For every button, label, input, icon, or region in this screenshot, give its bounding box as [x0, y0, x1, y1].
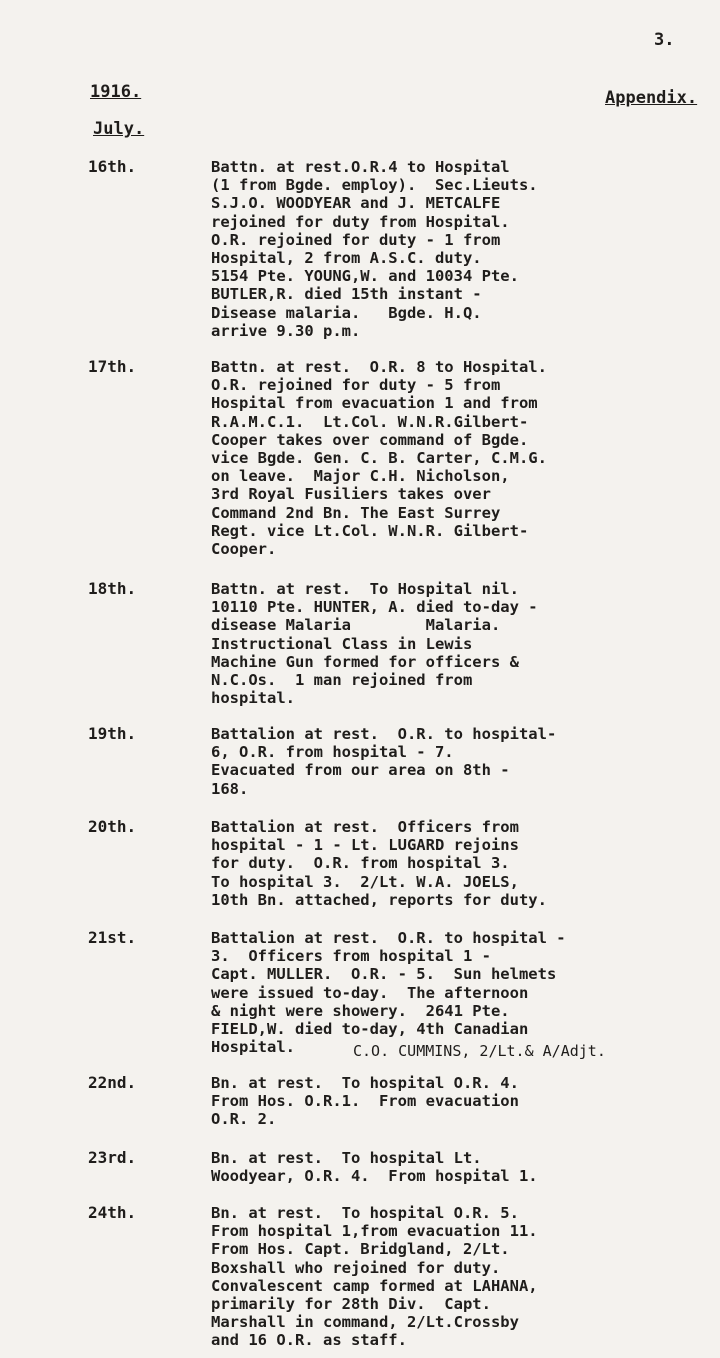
- month-heading: July.: [93, 119, 145, 139]
- entry-text: Bn. at rest. To hospital Lt. Woodyear, O.R. 4. From hospital 1.: [211, 1149, 538, 1186]
- entry-date: 18th.: [88, 579, 137, 598]
- year-heading: 1916.: [90, 82, 142, 102]
- entry-date: 23rd.: [88, 1148, 137, 1167]
- entry-date: 24th.: [88, 1203, 137, 1222]
- entry-text: Bn. at rest. To hospital O.R. 5. From hospital 1,from evacuation 11. From Hos. Capt. Bridgland, 2/Lt. Boxshall who rejoined for duty. Convalescent camp formed at LAHANA, primarily for 28th Div. Capt. Marshall in command, 2/Lt.Crossby and 16 O.R. as staff.: [211, 1204, 538, 1350]
- entry-date: 20th.: [88, 817, 137, 836]
- entry-text: Bn. at rest. To hospital O.R. 4. From Hos. O.R.1. From evacuation O.R. 2.: [211, 1074, 519, 1129]
- entry-text: Battalion at rest. O.R. to hospital - 3. Officers from hospital 1 - Capt. MULLER. O.R. - 5. Sun helmets were issued to-day. The afternoon & night were showery. 2641 Pte. FIELD,W. died to-day, 4th Canadian Hospital.: [211, 929, 566, 1057]
- entry-text: Battn. at rest.O.R.4 to Hospital (1 from Bgde. employ). Sec.Lieuts. S.J.O. WOODYEAR and J. METCALFE rejoined for duty from Hospital. O.R. rejoined for duty - 1 from Hospital, 2 from A.S.C. duty. 5154 Pte. YOUNG,W. and 10034 Pte. BUTLER,R. died 15th instant - Disease malaria. Bgde. H.Q. arrive 9.30 p.m.: [211, 158, 538, 340]
- appendix-heading: Appendix.: [605, 88, 698, 108]
- entry-date: 19th.: [88, 724, 137, 743]
- page-number: 3.: [654, 30, 675, 50]
- entry-text: Battalion at rest. O.R. to hospital- 6, O.R. from hospital - 7. Evacuated from our area on 8th - 168.: [211, 725, 557, 798]
- entry-text: Battalion at rest. Officers from hospital - 1 - Lt. LUGARD rejoins for duty. O.R. from hospital 3. To hospital 3. 2/Lt. W.A. JOELS, 10th Bn. attached, reports for duty.: [211, 818, 547, 909]
- entry-text: Battn. at rest. O.R. 8 to Hospital. O.R. rejoined for duty - 5 from Hospital from evacuation 1 and from R.A.M.C.1. Lt.Col. W.N.R.Gilbert- Cooper takes over command of Bgde. vice Bgde. Gen. C. B. Carter, C.M.G. on leave. Major C.H. Nicholson, 3rd Royal Fusiliers takes over Command 2nd Bn. The East Surrey Regt. vice Lt.Col. W.N.R. Gilbert- Cooper.: [211, 358, 547, 559]
- entry-date: 17th.: [88, 357, 137, 376]
- adjutant-signature: C.O. CUMMINS, 2/Lt.& A/Adjt.: [353, 1042, 606, 1060]
- entry-date: 16th.: [88, 157, 137, 176]
- entry-date: 22nd.: [88, 1073, 137, 1092]
- entry-date: 21st.: [88, 928, 137, 947]
- entry-text: Battn. at rest. To Hospital nil. 10110 Pte. HUNTER, A. died to-day - disease Malaria Malaria. Instructional Class in Lewis Machine Gun formed for officers & N.C.Os. 1 man rejoined from hospital.: [211, 580, 538, 708]
